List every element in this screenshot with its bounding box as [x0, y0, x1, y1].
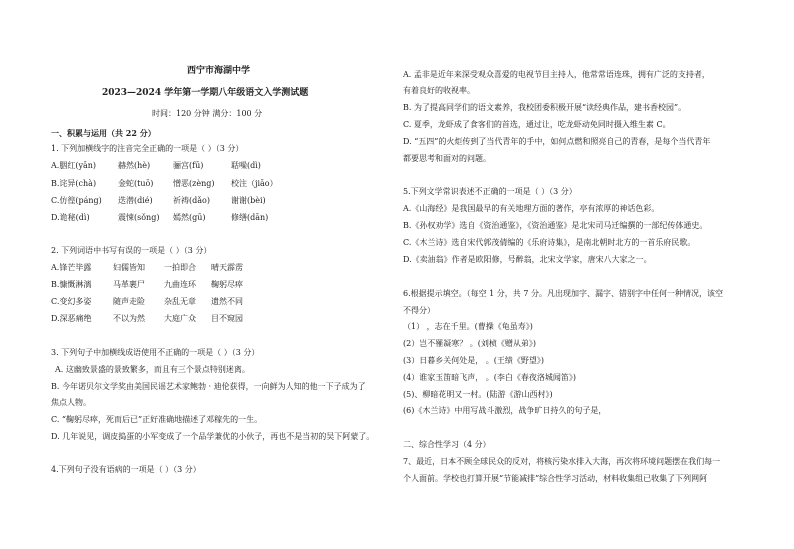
q1-b1: B.诧异(chà)	[51, 179, 97, 188]
q2-a4: 晴天霹雳	[211, 263, 243, 272]
q2-c2: 随声走险	[113, 297, 145, 306]
q4-stem: 4.下列句子没有语病的一项是（ ）（3 分）	[51, 465, 201, 474]
q4-option-a-line1: A. 孟非是近年来深受观众喜爱的电视节目主持人，他常常语连珠，拥有广泛的支持者，	[403, 70, 710, 79]
q7-line1: 7、最近，日本不顾全球民众的反对，将核污染水排入大海，再次将环境问题摆在我们每一	[403, 457, 721, 466]
exam-title: 2023—2024 学年第一学期八年级语文入学测试题	[102, 88, 309, 98]
q1-b3: 憎恶(zèng)	[173, 179, 215, 188]
q5-option-d: D.《卖油翁》作者是欧阳修，号醉翁，北宋文学家，唐宋八大家之一。	[403, 255, 652, 264]
section-1-heading: 一、积累与运用（共 22 分）	[51, 128, 156, 138]
q1-a1: A.胭红(yān)	[51, 161, 97, 170]
q6-item-3: (3）日暮乡关何处是， 。(王绩《野望》)	[403, 356, 544, 365]
q6-item-4: (4）谁家玉笛暗飞声， 。(李白《春夜洛城闻笛》)	[403, 373, 576, 382]
q6-stem-line1: 6.根据提示填空。（每空 1 分，共 7 分。凡出现加字、漏字、错别字中任何一种情况，该空	[403, 289, 723, 298]
q2-c3: 杂乱无章	[164, 297, 196, 306]
q2-b2: 马革裹尸	[113, 280, 145, 289]
q1-a2: 赫然(hè)	[118, 161, 151, 170]
q5-option-a: A.《山海经》是我国最早的有关地理方面的著作，亭有浓厚的神话色彩。	[403, 204, 660, 213]
q4-option-a-line2: 有着良好的收视率。	[403, 86, 475, 95]
q2-a3: 一拍即合	[164, 263, 196, 272]
q2-d3: 大庭广众	[164, 314, 196, 323]
q4-option-c: C. 夏季，龙虾成了食客们的首选，通过让，吃龙虾动免同时摄入维生素 C。	[403, 120, 671, 129]
q3-option-d: D. 几年说见，调皮捣蛋的小军变成了一个品学兼优的小伙子，再也不是当初的吴下阿蒙了。	[51, 432, 375, 441]
q2-c1: C.变幻多姿	[51, 297, 92, 306]
q1-b4: 校注（jiāo）	[231, 179, 278, 188]
q4-option-b: B. 为了提高同学们的语文素养，我校团委积极开展“读经典作品，建书香校园”。	[403, 103, 687, 112]
q3-option-b-line1: B. 今年诺贝尔文学奖由美国民谣艺术家鲍勃 · 迪伦获得，一向鲜为人知的他一下子成为了	[51, 382, 366, 391]
q1-d3: 嫣然(gū)	[173, 213, 206, 222]
school-name: 西宁市海湖中学	[187, 66, 251, 76]
q1-c3: 祈祷(dǎo)	[173, 196, 210, 205]
q2-d2: 不以为然	[113, 314, 145, 323]
q6-stem-line2: 不得分）	[403, 306, 435, 315]
q1-c4: 谢谢(bèi)	[231, 196, 266, 205]
q5-stem: 5.下列文学常识表述不正确的一项是（ ）（3 分）	[403, 187, 577, 196]
q1-d1: D.诡秘(dì)	[51, 213, 90, 222]
q1-a4: 聒噪(dì)	[231, 161, 261, 170]
q1-d4: 修缮(dān)	[231, 213, 269, 222]
q2-d1: D.深恶痛绝	[51, 314, 92, 323]
q1-b2: 金蛇(tuō)	[118, 179, 154, 188]
q2-b3: 九曲连环	[164, 280, 196, 289]
q6-item-1: （1） ，志在千里。(曹操《龟虽寿》)	[403, 322, 533, 331]
q2-b4: 鞠躬尽瘁	[211, 280, 243, 289]
q2-a2: 妇儒皆知	[113, 263, 145, 272]
q3-option-b-line2: 焦点人物。	[51, 398, 91, 407]
q4-option-d-line1: D. “五四”的火炬传到了当代青年的手中，如何点燃和照亮自己的青春，是每个当代青年	[403, 137, 711, 146]
q2-a1: A.锋芒毕露	[51, 263, 92, 272]
q5-option-c: C.《木兰诗》选自宋代郭茂倩编的《乐府诗集》，是南北朝时北方的一首乐府民歌。	[403, 238, 696, 247]
q1-stem: 1. 下列加横线字的注音完全正确的一项是（ ）（3 分）	[51, 144, 244, 153]
q6-item-6: (6)《木兰诗》中用写战斗激烈，战争旷日持久的句子是，	[403, 406, 607, 415]
q3-option-a: A. 这幽致景盛的景致繁多，而且有三个景点特别迷离。	[55, 365, 250, 374]
q1-c2: 迭潜(dié)	[118, 196, 153, 205]
q2-stem: 2. 下列词语中书写有误的一项是（ ）（3 分）	[51, 246, 212, 255]
q6-item-2: (2）岂不罹凝寒？ 。(刘桢《赠从弟》)	[403, 339, 536, 348]
q4-option-d-line2: 都要思考和面对的问题。	[403, 154, 491, 163]
q1-d2: 震悚(sǒng)	[118, 213, 160, 222]
q7-line2: 个人面前。学校也打算开展“节能减排”综合性学习活动，材料收集组已收集了下列网阿	[403, 474, 708, 483]
q5-option-b: B.《孙权劝学》选自《资治通鉴》，《资治通鉴》是北宋司马迁编撰的一部纪传体通史。	[403, 221, 708, 230]
q2-c4: 遗然不同	[211, 297, 243, 306]
q2-b1: B.慷慨淋漓	[51, 280, 92, 289]
q3-stem: 3. 下列句子中加横线成语使用不正确的一项是（ ）（3 分）	[51, 348, 260, 357]
q3-option-c: C. “鞠躬尽瘁，死而后已”正好准确地描述了邓稼先的一生。	[51, 415, 263, 424]
q6-item-5: (5)、柳暗花明又一村。(陆游《游山西村》)	[403, 390, 553, 399]
q1-c1: C.仿徨(páng)	[51, 196, 102, 205]
exam-meta: 时间：120 分钟 满分：100 分	[152, 109, 263, 118]
section-2-heading: 二、综合性学习（4 分）	[403, 440, 491, 449]
q2-d4: 目不窥园	[211, 314, 243, 323]
q1-a3: 骊宫(fū)	[173, 161, 204, 170]
